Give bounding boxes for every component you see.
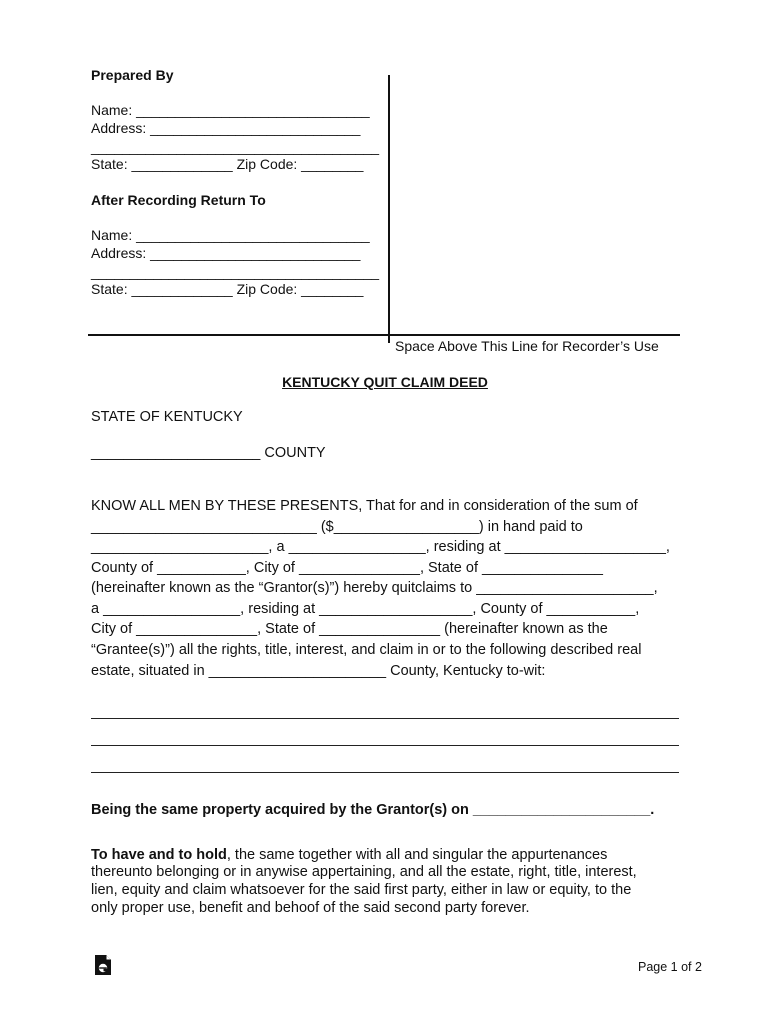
- habendum-bold: To have and to hold: [91, 847, 227, 863]
- county-field[interactable]: _____________________ COUNTY: [91, 445, 326, 461]
- eforms-logo-icon: [94, 954, 112, 976]
- state-line: STATE OF KENTUCKY: [91, 409, 243, 425]
- body-line: KNOW ALL MEN BY THESE PRESENTS, That for and in consideration of the sum of: [91, 498, 638, 514]
- body-line: “Grantee(s)”) all the rights, title, interest, and claim in or to the following described real: [91, 642, 642, 658]
- return-to-state-zip-field[interactable]: State: _____________ Zip Code: ________: [91, 281, 364, 297]
- habendum-line: only proper use, benefit and behoof of the said second party forever.: [91, 900, 530, 916]
- body-line[interactable]: (hereinafter known as the “Grantor(s)”) hereby quitclaims to ______________________,: [91, 580, 658, 596]
- legal-description-line[interactable]: [91, 718, 679, 719]
- body-line[interactable]: estate, situated in ______________________ County, Kentucky to-wit:: [91, 663, 546, 679]
- document-title: KENTUCKY QUIT CLAIM DEED: [282, 374, 488, 390]
- body-line[interactable]: City of _______________, State of _______________ (hereinafter known as the: [91, 621, 608, 637]
- body-line[interactable]: County of ___________, City of _______________, State of _______________: [91, 560, 603, 576]
- habendum-line: lien, equity and claim whatsoever for the said first party, either in law or equity, to the: [91, 882, 632, 898]
- page-number: Page 1 of 2: [638, 960, 702, 974]
- body-line[interactable]: a _________________, residing at ___________________, County of ___________,: [91, 601, 640, 617]
- body-line[interactable]: ______________________, a _________________, residing at ____________________,: [91, 539, 670, 555]
- habendum-line: thereunto belonging or in anywise appertaining, and all the estate, right, title, interest,: [91, 864, 637, 880]
- after-recording-heading: After Recording Return To: [91, 192, 266, 208]
- prepared-by-address-line2[interactable]: _____________________________________: [91, 139, 380, 155]
- habendum-text: , the same together with all and singular the appurtenances: [226, 847, 608, 863]
- recorder-divider-vertical: [388, 75, 390, 343]
- return-to-address-line2[interactable]: _____________________________________: [91, 264, 380, 280]
- prepared-by-name-field[interactable]: Name: ______________________________: [91, 102, 370, 118]
- return-to-name-field[interactable]: Name: ______________________________: [91, 227, 370, 243]
- return-to-address-field[interactable]: Address: ___________________________: [91, 245, 361, 261]
- prepared-by-address-field[interactable]: Address: ___________________________: [91, 120, 361, 136]
- legal-description-line[interactable]: [91, 772, 679, 773]
- body-line[interactable]: ____________________________ ($__________________) in hand paid to: [91, 519, 583, 535]
- recorder-divider-horizontal: [88, 334, 680, 336]
- prepared-by-heading: Prepared By: [91, 67, 174, 83]
- recorder-space-note: Space Above This Line for Recorder’s Use: [395, 338, 659, 354]
- prepared-by-state-zip-field[interactable]: State: _____________ Zip Code: ________: [91, 156, 364, 172]
- same-property-clause[interactable]: Being the same property acquired by the Grantor(s) on ______________________.: [91, 802, 655, 818]
- habendum-line-1: [91, 847, 607, 864]
- legal-description-line[interactable]: [91, 745, 679, 746]
